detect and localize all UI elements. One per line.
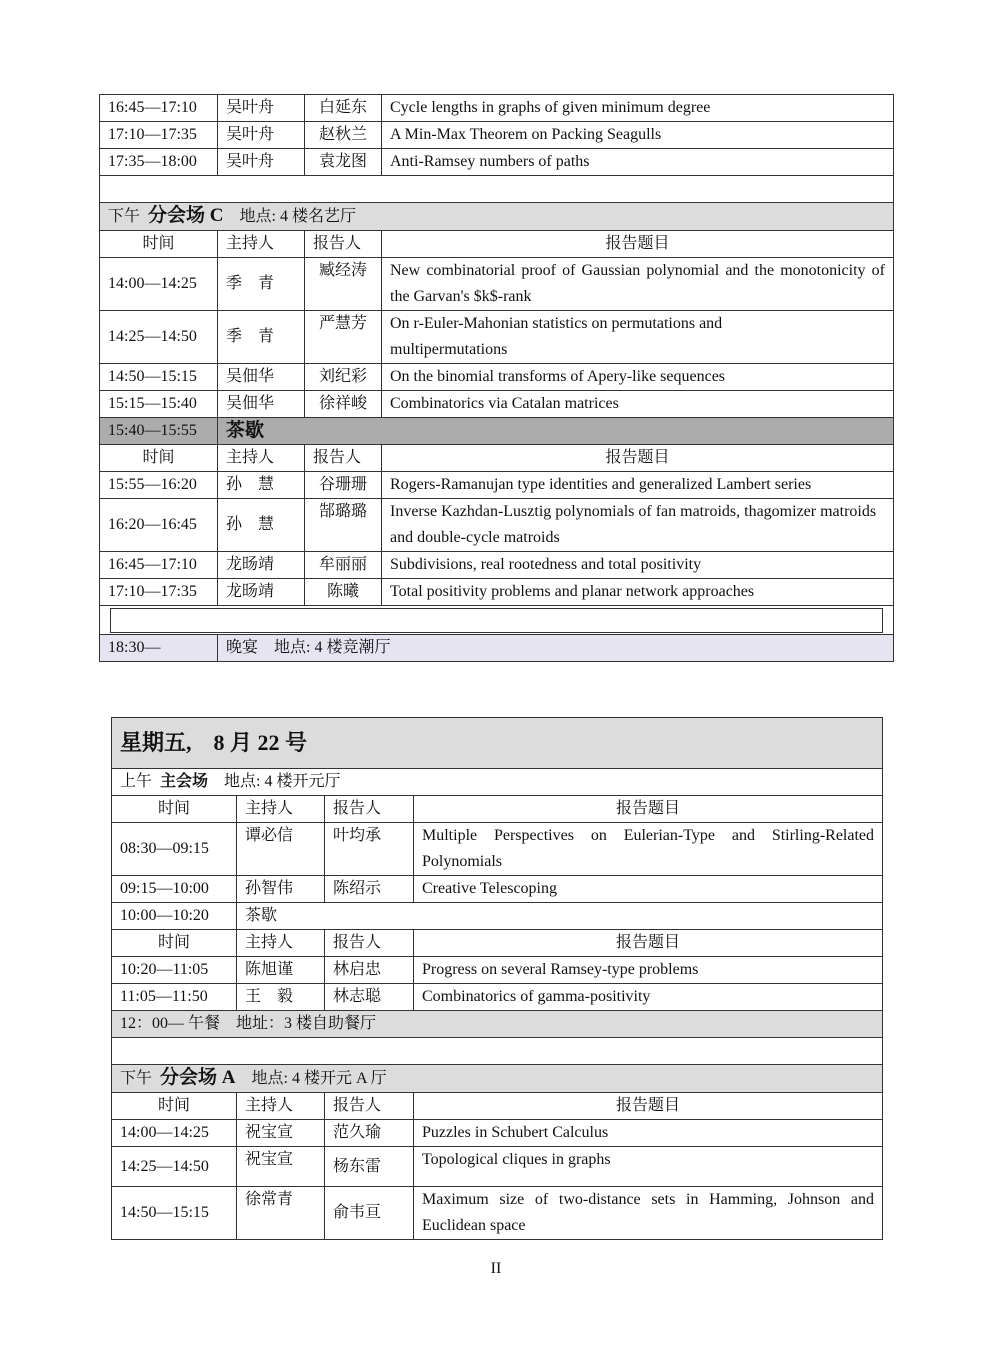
header-host: 主持人 (218, 231, 305, 258)
spacer-cell (100, 606, 894, 635)
title-cell: Progress on several Ramsey-type problems (414, 957, 883, 984)
column-header-row (112, 1093, 883, 1120)
header-speaker: 报告人 (305, 231, 382, 258)
header-title: 报告题目 (382, 445, 894, 472)
header-host: 主持人 (237, 930, 325, 957)
session-period: 下午 (120, 1070, 153, 1087)
speaker-cell: 林志聪 (325, 984, 414, 1011)
host-cell: 龙旸靖 (218, 552, 305, 579)
session-name: 主会场 (160, 773, 209, 790)
time-cell: 14:25—14:50 (112, 1147, 237, 1187)
time-cell: 14:00—14:25 (100, 258, 218, 311)
table-row (100, 552, 894, 579)
header-speaker: 报告人 (325, 930, 414, 957)
section-header (100, 203, 894, 231)
header-host: 主持人 (218, 445, 305, 472)
speaker-cell: 刘纪彩 (305, 364, 382, 391)
break-row (100, 418, 894, 445)
header-title: 报告题目 (414, 930, 883, 957)
table-row (112, 1147, 883, 1187)
title-cell: A Min-Max Theorem on Packing Seagulls (382, 122, 894, 149)
spacer-cell (100, 176, 894, 203)
time-cell: 14:50—15:15 (100, 364, 218, 391)
session-location: 地点: 4 楼开元厅 (224, 773, 341, 790)
table-row (112, 957, 883, 984)
title-cell: Creative Telescoping (414, 876, 883, 903)
time-cell: 14:50—15:15 (112, 1187, 237, 1240)
host-cell: 孙 慧 (218, 472, 305, 499)
page-number: II (490, 1260, 502, 1277)
host-cell: 吴佃华 (218, 391, 305, 418)
header-time: 时间 (112, 796, 237, 823)
title-cell: Multiple Perspectives on Eulerian-Type and Stirling-Related Polynomials (414, 823, 883, 876)
header-time: 时间 (112, 1093, 237, 1120)
table-row (100, 95, 894, 122)
lunch-row (112, 1011, 883, 1038)
table-row (100, 499, 894, 552)
time-cell: 08:30—09:15 (112, 823, 237, 876)
title-cell: Anti-Ramsey numbers of paths (382, 149, 894, 176)
speaker-cell: 臧经涛 (305, 258, 382, 311)
title-cell: Total positivity problems and planar network approaches (382, 579, 894, 606)
header-speaker: 报告人 (325, 1093, 414, 1120)
title-cell: On r-Euler-Mahonian statistics on permutations and multipermutations (382, 311, 894, 364)
header-host: 主持人 (237, 1093, 325, 1120)
table-row (100, 579, 894, 606)
lunch-label: 12：00— 午餐 地址：3 楼自助餐厅 (112, 1011, 883, 1038)
speaker-cell: 郜璐璐 (305, 499, 382, 552)
title-cell: Combinatorics via Catalan matrices (382, 391, 894, 418)
host-cell: 谭必信 (237, 823, 325, 876)
speaker-cell: 陈曦 (305, 579, 382, 606)
host-cell: 孙智伟 (237, 876, 325, 903)
session-location: 地点: 4 楼开元 A 厅 (251, 1070, 387, 1087)
host-cell: 徐常青 (237, 1187, 325, 1240)
title-cell: Cycle lengths in graphs of given minimum degree (382, 95, 894, 122)
host-cell: 吴佃华 (218, 364, 305, 391)
header-speaker: 报告人 (305, 445, 382, 472)
speaker-cell: 徐祥峻 (305, 391, 382, 418)
time-cell: 10:20—11:05 (112, 957, 237, 984)
table-row (100, 391, 894, 418)
table-row (100, 149, 894, 176)
speaker-cell: 谷珊珊 (305, 472, 382, 499)
time-cell: 15:15—15:40 (100, 391, 218, 418)
tea-time: 10:00—10:20 (112, 903, 237, 930)
dinner-label: 晚宴 地点: 4 楼竞潮厅 (218, 635, 894, 662)
title-cell: Subdivisions, real rootedness and total positivity (382, 552, 894, 579)
table-row (112, 1120, 883, 1147)
dinner-time: 18:30— (100, 635, 218, 662)
header-time: 时间 (100, 445, 218, 472)
title-cell: Rogers-Ramanujan type identities and generalized Lambert series (382, 472, 894, 499)
host-cell: 龙旸靖 (218, 579, 305, 606)
day-title: 星期五, 8 月 22 号 (112, 718, 883, 769)
speaker-cell: 袁龙图 (305, 149, 382, 176)
title-cell: New combinatorial proof of Gaussian polynomial and the monotonicity of the Garvan's $k$-rank (382, 258, 894, 311)
host-cell: 祝宝宣 (237, 1147, 325, 1187)
session-name: 分会场 A (160, 1067, 236, 1088)
time-cell: 17:10—17:35 (100, 122, 218, 149)
day-title-row (112, 718, 883, 769)
column-header-row (112, 930, 883, 957)
spacer-cell (112, 1038, 883, 1065)
time-cell: 16:20—16:45 (100, 499, 218, 552)
speaker-cell: 范久瑜 (325, 1120, 414, 1147)
time-cell: 15:55—16:20 (100, 472, 218, 499)
host-cell: 吴叶舟 (218, 122, 305, 149)
dinner-row (100, 635, 894, 662)
table-row (112, 1187, 883, 1240)
host-cell: 陈旭谨 (237, 957, 325, 984)
time-cell: 16:45—17:10 (100, 95, 218, 122)
spacer-row (100, 606, 894, 635)
table-row (100, 258, 894, 311)
speaker-cell: 白延东 (305, 95, 382, 122)
speaker-cell: 严慧芳 (305, 311, 382, 364)
table-row (100, 472, 894, 499)
column-header-row (100, 445, 894, 472)
host-cell: 吴叶舟 (218, 149, 305, 176)
host-cell: 吴叶舟 (218, 95, 305, 122)
time-cell: 14:25—14:50 (100, 311, 218, 364)
section-header-row (100, 203, 894, 231)
speaker-cell: 牟丽丽 (305, 552, 382, 579)
table-row (112, 876, 883, 903)
time-cell: 17:35—18:00 (100, 149, 218, 176)
session-period: 上午 (120, 773, 153, 790)
header-title: 报告题目 (414, 796, 883, 823)
column-header-row (100, 231, 894, 258)
header-time: 时间 (112, 930, 237, 957)
speaker-cell: 赵秋兰 (305, 122, 382, 149)
speaker-cell: 叶均承 (325, 823, 414, 876)
speaker-cell: 杨东雷 (325, 1147, 414, 1187)
title-cell: Maximum size of two-distance sets in Hamming, Johnson and Euclidean space (414, 1187, 883, 1240)
host-cell: 季 青 (218, 258, 305, 311)
tea-label: 茶歇 (237, 903, 883, 930)
title-cell: Inverse Kazhdan-Lusztig polynomials of fan matroids, thagomizer matroids and double-cycle matroids (382, 499, 894, 552)
schedule-table-friday (111, 717, 883, 1240)
speaker-cell: 陈绍示 (325, 876, 414, 903)
session-location: 地点: 4 楼名艺厅 (239, 208, 356, 225)
speaker-cell: 俞韦亘 (325, 1187, 414, 1240)
title-cell: Puzzles in Schubert Calculus (414, 1120, 883, 1147)
host-cell: 祝宝宣 (237, 1120, 325, 1147)
break-time: 15:40—15:55 (100, 418, 218, 445)
title-cell: On the binomial transforms of Apery-like sequences (382, 364, 894, 391)
empty-inner-box (110, 608, 883, 633)
session-period: 下午 (108, 208, 141, 225)
header-host: 主持人 (237, 796, 325, 823)
header-title: 报告题目 (382, 231, 894, 258)
time-cell: 09:15—10:00 (112, 876, 237, 903)
time-cell: 14:00—14:25 (112, 1120, 237, 1147)
host-cell: 季 青 (218, 311, 305, 364)
table-row (112, 823, 883, 876)
time-cell: 11:05—11:50 (112, 984, 237, 1011)
title-cell: Combinatorics of gamma-positivity (414, 984, 883, 1011)
session-name: 分会场 C (148, 205, 224, 226)
speaker-cell: 林启忠 (325, 957, 414, 984)
header-title: 报告题目 (414, 1093, 883, 1120)
table-row (112, 984, 883, 1011)
table-row (100, 311, 894, 364)
section-header-row (112, 1065, 883, 1093)
header-time: 时间 (100, 231, 218, 258)
time-cell: 17:10—17:35 (100, 579, 218, 606)
header-speaker: 报告人 (325, 796, 414, 823)
section-header (112, 1065, 883, 1093)
host-cell: 孙 慧 (218, 499, 305, 552)
tea-row (112, 903, 883, 930)
break-label: 茶歇 (218, 418, 894, 445)
section-header (112, 769, 883, 796)
spacer-row (100, 176, 894, 203)
spacer-row (112, 1038, 883, 1065)
time-cell: 16:45—17:10 (100, 552, 218, 579)
section-header-row (112, 769, 883, 796)
table-row (100, 364, 894, 391)
table-row (100, 122, 894, 149)
column-header-row (112, 796, 883, 823)
host-cell: 王 毅 (237, 984, 325, 1011)
schedule-table-thursday (99, 94, 894, 662)
title-cell: Topological cliques in graphs (414, 1147, 883, 1187)
